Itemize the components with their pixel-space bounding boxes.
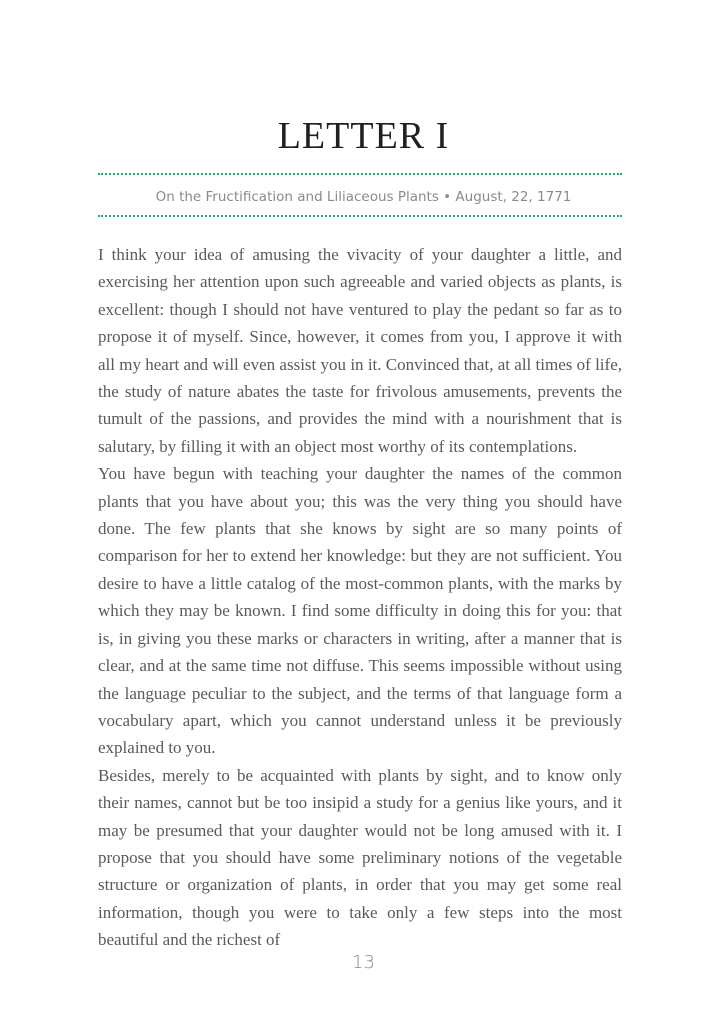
page-number: 13: [352, 952, 375, 973]
letter-title: LETTER I: [277, 115, 450, 157]
dotted-divider-top: [98, 173, 622, 175]
letter-body: [98, 241, 622, 954]
letter-subtitle: On the Fructification and Liliaceous Plants • August, 22, 1771: [155, 189, 572, 205]
paragraph: You have begun with teaching your daughter the names of the common plants that you have about you; this was the very thing you should have done. The few plants that she knows by sight are so many points of comparison for her to extend her knowledge: but they are not sufficient. You desire to have a little catalog of the most-common plants, with the marks by which they may be known. I find some difficulty in doing this for you: that is, in giving you these marks or characters in writing, after a manner that is clear, and at the same time not diffuse. This seems impossible without using the language peculiar to the subject, and the terms of that language form a vocabulary apart, which you cannot understand unless it be previously explained to you.: [98, 464, 622, 758]
dotted-divider-bottom: [98, 215, 622, 217]
paragraph: I think your idea of amusing the vivacity of your daughter a little, and exercising her attention upon such agreeable and varied objects as plants, is excellent: though I should not have ventured to play the pedant so far as to propose it of myself. Since, however, it comes from you, I approve it with all my heart and will even assist you in it. Convinced that, at all times of life, the study of nature abates the taste for frivolous amusements, prevents the tumult of the passions, and provides the mind with a nourishment that is salutary, by filling it with an object most worthy of its contemplations.: [98, 245, 622, 456]
paragraph: Besides, merely to be acquainted with plants by sight, and to know only their names, cannot but be too insipid a study for a genius like yours, and it may be presumed that your daughter would not be long amused with it. I propose that you should have some preliminary notions of the vegetable structure or organization of plants, in order that you may get some real information, though you were to take only a few steps into the most beautiful and the richest of: [98, 765, 622, 950]
